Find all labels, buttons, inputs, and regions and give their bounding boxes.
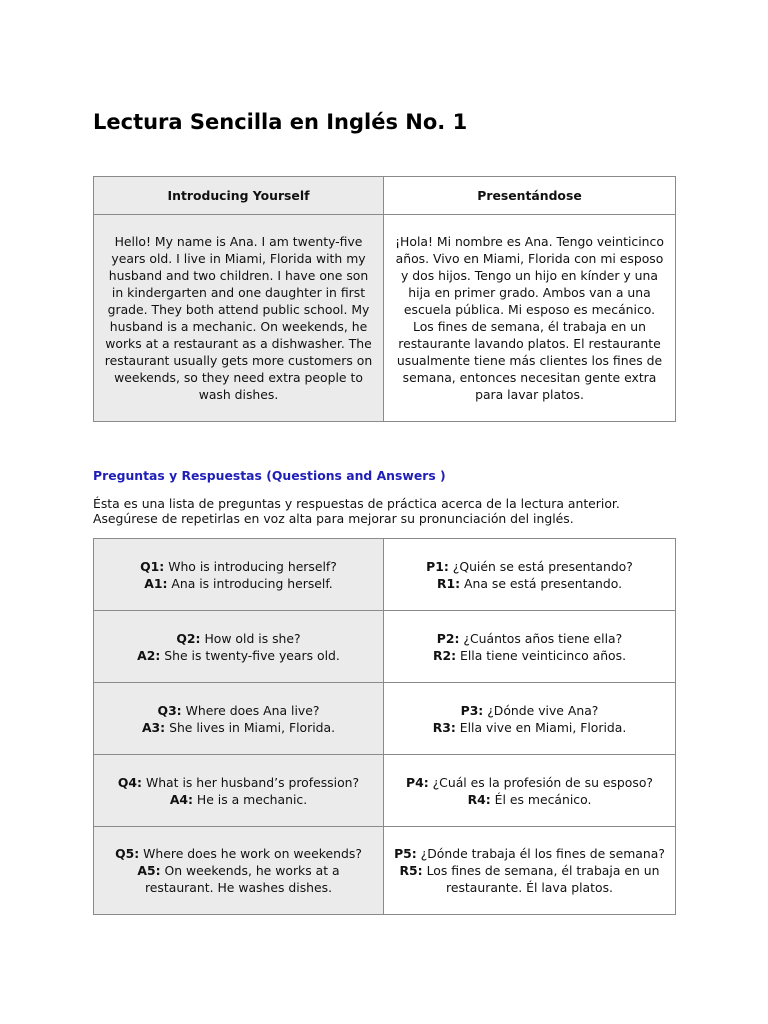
qa-row: [94, 827, 676, 915]
question-label: Q5:: [115, 846, 140, 861]
question-label: Q1:: [140, 558, 165, 574]
qa-spanish-cell: [384, 683, 676, 755]
pregunta-label: P1:: [426, 558, 449, 574]
qa-english-cell: [94, 611, 384, 683]
question-text: Where does Ana live?: [181, 702, 320, 718]
reading-text-spanish: ¡Hola! Mi nombre es Ana. Tengo veinticinco años. Vivo en Miami, Florida con mi esposo y dos hijos. Tengo un hijo en kínder y una hija en primer grado. Ambos van a una escuela pública. Mi esposo es mecánico. Los fines de semana, él trabaja en un restaurante lavando platos. El restaurante usualmente tiene más clientes los fines de semana, entonces necesitan gente extra para lavar platos.: [384, 215, 676, 422]
answer-line: [104, 719, 373, 736]
answer-label: A4:: [169, 791, 193, 807]
reading-text-english: Hello! My name is Ana. I am twenty-five years old. I live in Miami, Florida with my husband and two children. I have one son in kindergarten and one daughter in first grade. They both attend public school. My husband is a mechanic. On weekends, he works at a restaurant as a dishwasher. The restaurant usually gets more customers on weekends, so they need extra people to wash dishes.: [94, 215, 384, 422]
qa-english-cell: [94, 755, 384, 827]
pregunta-line: [394, 702, 665, 719]
pregunta-text: ¿Cuántos años tiene ella?: [459, 630, 623, 646]
qa-row: [94, 539, 676, 611]
qa-table: [93, 538, 676, 915]
pregunta-text: ¿Cuál es la profesión de su esposo?: [428, 774, 653, 790]
qa-intro-line-1: Ésta es una lista de preguntas y respuestas de práctica acerca de la lectura anterior.: [93, 496, 620, 511]
question-text: Who is introducing herself?: [164, 558, 337, 574]
respuesta-label: R2:: [432, 647, 457, 663]
answer-text: He is a mechanic.: [192, 791, 308, 807]
pregunta-text: ¿Dónde trabaja él los fines de semana?: [416, 846, 665, 861]
qa-english-cell: [94, 539, 384, 611]
answer-label: A5:: [137, 863, 161, 878]
respuesta-line: [394, 575, 665, 592]
question-label: Q2:: [176, 630, 201, 646]
respuesta-line: [394, 862, 665, 896]
page-title: Lectura Sencilla en Inglés No. 1: [93, 110, 468, 134]
respuesta-label: R1:: [436, 575, 461, 591]
reading-header-english: Introducing Yourself: [94, 177, 384, 215]
qa-spanish-cell: [384, 611, 676, 683]
question-line: [104, 558, 373, 575]
pregunta-text: ¿Quién se está presentando?: [448, 558, 633, 574]
qa-row: [94, 611, 676, 683]
respuesta-text: Ella vive en Miami, Florida.: [455, 719, 627, 735]
answer-text: Ana is introducing herself.: [167, 575, 333, 591]
answer-text: She lives in Miami, Florida.: [165, 719, 336, 735]
qa-section-heading: Preguntas y Respuestas (Questions and Answers ): [93, 468, 446, 483]
qa-spanish-cell: [384, 755, 676, 827]
answer-text: On weekends, he works at a restaurant. He washes dishes.: [144, 863, 340, 895]
pregunta-text: ¿Dónde vive Ana?: [483, 702, 599, 718]
respuesta-text: Ella tiene veinticinco años.: [456, 647, 627, 663]
qa-row: [94, 683, 676, 755]
qa-spanish-cell: [384, 539, 676, 611]
question-label: Q3:: [157, 702, 182, 718]
question-line: [104, 774, 373, 791]
answer-line: [104, 575, 373, 592]
respuesta-line: [394, 647, 665, 664]
answer-text: She is twenty-five years old.: [160, 647, 340, 663]
qa-intro-paragraph: [93, 496, 683, 526]
answer-label: A1:: [144, 575, 168, 591]
answer-label: A2:: [137, 647, 161, 663]
pregunta-line: [394, 845, 665, 862]
respuesta-label: R5:: [399, 863, 423, 878]
question-text: Where does he work on weekends?: [139, 846, 362, 861]
question-line: [104, 702, 373, 719]
respuesta-line: [394, 719, 665, 736]
pregunta-line: [394, 630, 665, 647]
pregunta-label: P2:: [436, 630, 460, 646]
respuesta-text: Los fines de semana, él trabaja en un restaurante. Él lava platos.: [422, 863, 660, 895]
answer-line: [104, 791, 373, 808]
respuesta-text: Ana se está presentando.: [460, 575, 623, 591]
answer-line: [104, 647, 373, 664]
reading-header-row: [94, 177, 676, 215]
reading-table: [93, 176, 676, 422]
pregunta-label: P4:: [406, 774, 429, 790]
question-label: Q4:: [117, 774, 143, 790]
qa-english-cell: [94, 827, 384, 915]
question-line: [104, 630, 373, 647]
question-line: [104, 845, 373, 862]
pregunta-label: P3:: [460, 702, 484, 718]
pregunta-line: [394, 774, 665, 791]
respuesta-line: [394, 791, 665, 808]
respuesta-label: R4:: [467, 791, 491, 807]
reading-header-spanish: Presentándose: [384, 177, 676, 215]
question-text: How old is she?: [200, 630, 301, 646]
qa-spanish-cell: [384, 827, 676, 915]
qa-english-cell: [94, 683, 384, 755]
respuesta-label: R3:: [432, 719, 456, 735]
answer-label: A3:: [141, 719, 166, 735]
respuesta-text: Él es mecánico.: [490, 791, 592, 807]
qa-intro-line-2: Asegúrese de repetirlas en voz alta para mejorar su pronunciación del inglés.: [93, 511, 574, 526]
qa-row: [94, 755, 676, 827]
pregunta-label: P5:: [394, 846, 417, 861]
pregunta-line: [394, 558, 665, 575]
answer-line: [104, 862, 373, 896]
reading-body-row: [94, 215, 676, 422]
question-text: What is her husband’s profession?: [142, 774, 360, 790]
